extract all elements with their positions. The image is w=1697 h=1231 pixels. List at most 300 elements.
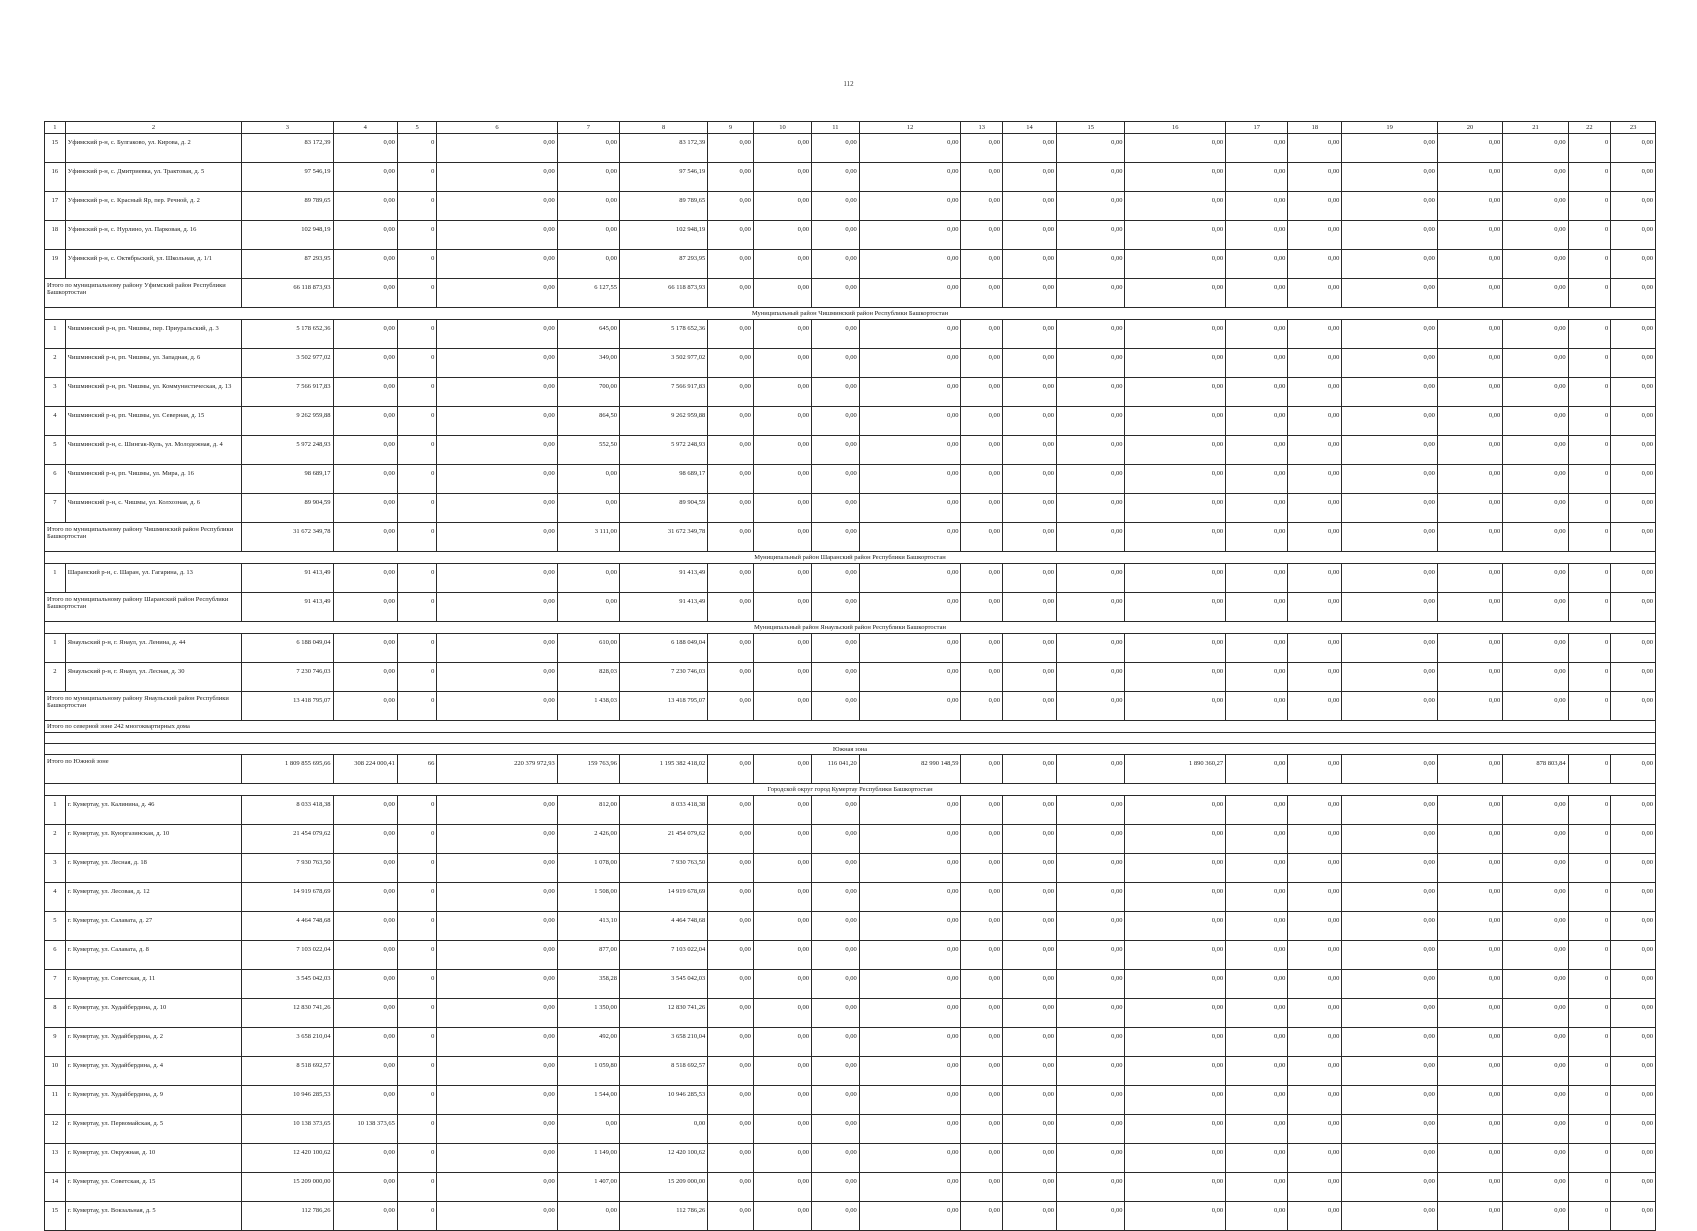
- value-cell: 0,00: [333, 1028, 397, 1057]
- value-cell: 0,00: [1342, 663, 1437, 692]
- value-cell: 0,00: [1002, 634, 1056, 663]
- total-value-cell: 0,00: [437, 593, 557, 622]
- table-row: [45, 192, 1656, 221]
- value-cell: 0,00: [1288, 192, 1342, 221]
- value-cell: 0,00: [1002, 436, 1056, 465]
- total-value-cell: 0,00: [1125, 593, 1226, 622]
- value-cell: 0,00: [859, 912, 961, 941]
- value-cell: 0: [397, 825, 436, 854]
- value-cell: 0,00: [1002, 912, 1056, 941]
- value-cell: 0,00: [437, 854, 557, 883]
- value-cell: 0,00: [1611, 854, 1656, 883]
- value-cell: 0,00: [1611, 912, 1656, 941]
- value-cell: 0,00: [333, 134, 397, 163]
- row-number: 4: [45, 883, 66, 912]
- value-cell: 0,00: [708, 192, 754, 221]
- value-cell: 0,00: [1002, 465, 1056, 494]
- value-cell: 5 178 652,36: [620, 320, 708, 349]
- value-cell: 0,00: [753, 320, 811, 349]
- value-cell: 0,00: [1125, 1115, 1226, 1144]
- value-cell: 0,00: [859, 465, 961, 494]
- value-cell: 0,00: [1125, 854, 1226, 883]
- value-cell: 7 566 917,83: [242, 378, 333, 407]
- value-cell: 0,00: [1342, 1086, 1437, 1115]
- row-number: 6: [45, 941, 66, 970]
- value-cell: 0,00: [1288, 941, 1342, 970]
- value-cell: 3 545 042,03: [620, 970, 708, 999]
- value-cell: 0,00: [1288, 564, 1342, 593]
- value-cell: 0,00: [333, 221, 397, 250]
- row-number: 1: [45, 564, 66, 593]
- value-cell: 0,00: [1288, 796, 1342, 825]
- value-cell: 0,00: [708, 494, 754, 523]
- value-cell: 0,00: [961, 1086, 1003, 1115]
- value-cell: 0: [397, 1202, 436, 1231]
- value-cell: 0,00: [1611, 1115, 1656, 1144]
- value-cell: 0,00: [333, 912, 397, 941]
- value-cell: 0,00: [333, 1086, 397, 1115]
- column-header: 16: [1125, 122, 1226, 134]
- value-cell: 0,00: [1226, 663, 1288, 692]
- value-cell: 0,00: [1437, 912, 1502, 941]
- value-cell: 0,00: [961, 378, 1003, 407]
- value-cell: 0,00: [1611, 1057, 1656, 1086]
- value-cell: 0,00: [708, 1115, 754, 1144]
- value-cell: 0,00: [1611, 1086, 1656, 1115]
- value-cell: 0,00: [859, 1115, 961, 1144]
- total-value-cell: 13 418 795,07: [242, 692, 333, 721]
- total-value-cell: 0,00: [1503, 593, 1568, 622]
- value-cell: 98 689,17: [242, 465, 333, 494]
- value-cell: 0,00: [1342, 320, 1437, 349]
- value-cell: 0,00: [753, 796, 811, 825]
- value-cell: 0,00: [333, 250, 397, 279]
- table-row: [45, 912, 1656, 941]
- value-cell: 0,00: [1002, 854, 1056, 883]
- total-value-cell: 0,00: [961, 755, 1003, 784]
- value-cell: 8 033 418,38: [620, 796, 708, 825]
- value-cell: 0,00: [1611, 494, 1656, 523]
- value-cell: 0,00: [1226, 1115, 1288, 1144]
- total-value-cell: 0,00: [1002, 279, 1056, 308]
- value-cell: 0,00: [1056, 854, 1125, 883]
- value-cell: 0,00: [1226, 134, 1288, 163]
- value-cell: 0,00: [437, 407, 557, 436]
- value-cell: 0,00: [1437, 320, 1502, 349]
- value-cell: 0,00: [1226, 494, 1288, 523]
- value-cell: 610,00: [557, 634, 619, 663]
- value-cell: 0: [1568, 796, 1611, 825]
- row-number: 10: [45, 1057, 66, 1086]
- value-cell: 0,00: [1226, 1028, 1288, 1057]
- value-cell: 7 230 746,03: [620, 663, 708, 692]
- value-cell: 0,00: [437, 883, 557, 912]
- value-cell: 0,00: [1342, 1144, 1437, 1173]
- value-cell: 0,00: [1503, 320, 1568, 349]
- value-cell: 0,00: [1288, 1028, 1342, 1057]
- value-cell: 0: [1568, 349, 1611, 378]
- total-value-cell: 66 118 873,93: [620, 279, 708, 308]
- value-cell: 0,00: [708, 970, 754, 999]
- value-cell: 1 508,00: [557, 883, 619, 912]
- value-cell: 0,00: [1611, 134, 1656, 163]
- value-cell: 0,00: [1226, 250, 1288, 279]
- total-row: [45, 279, 1656, 308]
- value-cell: 8 518 692,57: [242, 1057, 333, 1086]
- total-value-cell: 1 195 382 418,02: [620, 755, 708, 784]
- value-cell: 0,00: [961, 564, 1003, 593]
- value-cell: 0,00: [437, 1115, 557, 1144]
- value-cell: 0,00: [1056, 564, 1125, 593]
- value-cell: 0,00: [1002, 970, 1056, 999]
- address-cell: г. Кумертау, ул. Советская, д. 11: [65, 970, 241, 999]
- value-cell: 0: [1568, 1144, 1611, 1173]
- total-value-cell: 0,00: [753, 755, 811, 784]
- value-cell: 0,00: [1503, 912, 1568, 941]
- value-cell: 102 948,19: [242, 221, 333, 250]
- total-value-cell: 0,00: [1002, 755, 1056, 784]
- value-cell: 0,00: [1437, 634, 1502, 663]
- total-value-cell: 66 118 873,93: [242, 279, 333, 308]
- value-cell: 0,00: [1503, 163, 1568, 192]
- value-cell: 0,00: [437, 1173, 557, 1202]
- value-cell: 87 293,95: [242, 250, 333, 279]
- value-cell: 0: [397, 378, 436, 407]
- row-number: 7: [45, 494, 66, 523]
- value-cell: 0,00: [333, 465, 397, 494]
- value-cell: 0,00: [753, 436, 811, 465]
- value-cell: 0,00: [1503, 883, 1568, 912]
- total-value-cell: 0,00: [1056, 279, 1125, 308]
- value-cell: 0,00: [961, 999, 1003, 1028]
- address-cell: Уфимский р-н, с. Нурлино, ул. Парковая, д. 16: [65, 221, 241, 250]
- value-cell: 0,00: [812, 970, 860, 999]
- value-cell: 0,00: [1002, 1173, 1056, 1202]
- total-value-cell: 1 809 855 695,66: [242, 755, 333, 784]
- total-value-cell: 0,00: [333, 692, 397, 721]
- value-cell: 0,00: [437, 1202, 557, 1231]
- value-cell: 0,00: [333, 1057, 397, 1086]
- value-cell: 0,00: [557, 1202, 619, 1231]
- value-cell: 0,00: [859, 941, 961, 970]
- row-number: 1: [45, 796, 66, 825]
- value-cell: 0,00: [1226, 825, 1288, 854]
- total-value-cell: 0,00: [1342, 523, 1437, 552]
- zone-header-row: [45, 744, 1656, 755]
- value-cell: 0,00: [708, 1057, 754, 1086]
- value-cell: 6 188 049,04: [242, 634, 333, 663]
- total-value-cell: 66: [397, 755, 436, 784]
- value-cell: 0,00: [437, 999, 557, 1028]
- table-row: [45, 883, 1656, 912]
- column-header: 5: [397, 122, 436, 134]
- total-value-cell: 0,00: [812, 593, 860, 622]
- address-cell: г. Кумертау, ул. Лесная, д. 18: [65, 854, 241, 883]
- column-header: 6: [437, 122, 557, 134]
- value-cell: 0,00: [961, 163, 1003, 192]
- value-cell: 0,00: [437, 564, 557, 593]
- value-cell: 0,00: [1288, 134, 1342, 163]
- value-cell: 0,00: [753, 349, 811, 378]
- value-cell: 0,00: [961, 1144, 1003, 1173]
- value-cell: 0,00: [708, 1173, 754, 1202]
- total-value-cell: 0,00: [437, 692, 557, 721]
- value-cell: 0,00: [859, 407, 961, 436]
- value-cell: 12 420 100,62: [242, 1144, 333, 1173]
- value-cell: 0,00: [1002, 407, 1056, 436]
- value-cell: 0,00: [437, 163, 557, 192]
- value-cell: 0: [397, 1057, 436, 1086]
- address-cell: Чишминский р-н, рп. Чишмы, ул. Коммунистическая, д. 13: [65, 378, 241, 407]
- value-cell: 0,00: [753, 1144, 811, 1173]
- value-cell: 0,00: [333, 1144, 397, 1173]
- total-value-cell: 31 672 349,78: [242, 523, 333, 552]
- value-cell: 10 946 285,53: [242, 1086, 333, 1115]
- total-value-cell: 6 127,55: [557, 279, 619, 308]
- row-number: 5: [45, 912, 66, 941]
- value-cell: 0,00: [1288, 163, 1342, 192]
- value-cell: 0,00: [961, 250, 1003, 279]
- address-cell: Уфимский р-н, с. Красный Яр, пер. Речной, д. 2: [65, 192, 241, 221]
- address-cell: г. Кумертау, ул. Калинина, д. 46: [65, 796, 241, 825]
- value-cell: 0,00: [1226, 1202, 1288, 1231]
- value-cell: 0,00: [812, 320, 860, 349]
- value-cell: 0,00: [1125, 564, 1226, 593]
- column-header: 9: [708, 122, 754, 134]
- value-cell: 0,00: [961, 465, 1003, 494]
- value-cell: 0,00: [1226, 854, 1288, 883]
- row-number: 5: [45, 436, 66, 465]
- value-cell: 7 930 763,50: [242, 854, 333, 883]
- value-cell: 0,00: [1056, 320, 1125, 349]
- value-cell: 6 188 049,04: [620, 634, 708, 663]
- value-cell: 0: [397, 320, 436, 349]
- total-value-cell: 0,00: [1125, 523, 1226, 552]
- value-cell: 0: [1568, 163, 1611, 192]
- value-cell: 0,00: [753, 494, 811, 523]
- value-cell: 0,00: [333, 663, 397, 692]
- total-value-cell: 0,00: [1611, 692, 1656, 721]
- value-cell: 0,00: [1611, 349, 1656, 378]
- value-cell: 0,00: [859, 134, 961, 163]
- value-cell: 3 545 042,03: [242, 970, 333, 999]
- value-cell: 0,00: [1611, 1144, 1656, 1173]
- value-cell: 0,00: [961, 912, 1003, 941]
- value-cell: 0: [1568, 1086, 1611, 1115]
- value-cell: 0,00: [1611, 825, 1656, 854]
- value-cell: 8 518 692,57: [620, 1057, 708, 1086]
- value-cell: 0,00: [1226, 221, 1288, 250]
- column-header: 21: [1503, 122, 1568, 134]
- value-cell: 0,00: [859, 192, 961, 221]
- value-cell: 0,00: [557, 1115, 619, 1144]
- value-cell: 0,00: [437, 1028, 557, 1057]
- value-cell: 0,00: [1125, 192, 1226, 221]
- value-cell: 0,00: [961, 1173, 1003, 1202]
- value-cell: 8 033 418,38: [242, 796, 333, 825]
- total-value-cell: 13 418 795,07: [620, 692, 708, 721]
- value-cell: 0,00: [1437, 970, 1502, 999]
- value-cell: 0,00: [1437, 163, 1502, 192]
- value-cell: 0,00: [708, 221, 754, 250]
- value-cell: 0,00: [1437, 825, 1502, 854]
- total-value-cell: 220 379 972,93: [437, 755, 557, 784]
- value-cell: 0: [397, 349, 436, 378]
- value-cell: 0,00: [1437, 349, 1502, 378]
- total-value-cell: 0: [397, 279, 436, 308]
- value-cell: 0,00: [1002, 883, 1056, 912]
- value-cell: 0,00: [1226, 1086, 1288, 1115]
- value-cell: 0,00: [708, 825, 754, 854]
- column-header: 23: [1611, 122, 1656, 134]
- value-cell: 0,00: [859, 1057, 961, 1086]
- value-cell: 0,00: [859, 970, 961, 999]
- value-cell: 3 502 977,02: [620, 349, 708, 378]
- value-cell: 0,00: [1056, 192, 1125, 221]
- value-cell: 0,00: [1226, 1144, 1288, 1173]
- value-cell: 89 789,65: [620, 192, 708, 221]
- value-cell: 0,00: [753, 134, 811, 163]
- value-cell: 0: [397, 999, 436, 1028]
- value-cell: 0,00: [812, 1144, 860, 1173]
- value-cell: 0,00: [859, 378, 961, 407]
- value-cell: 0,00: [753, 564, 811, 593]
- value-cell: 0,00: [1125, 1202, 1226, 1231]
- value-cell: 0,00: [1503, 1028, 1568, 1057]
- value-cell: 0: [397, 663, 436, 692]
- value-cell: 0,00: [557, 250, 619, 279]
- value-cell: 0,00: [961, 663, 1003, 692]
- value-cell: 0,00: [1288, 349, 1342, 378]
- address-cell: Чишминский р-н, с. Шингак-Куль, ул. Молодежная, д. 4: [65, 436, 241, 465]
- value-cell: 15 209 000,00: [242, 1173, 333, 1202]
- value-cell: 0: [397, 134, 436, 163]
- value-cell: 0,00: [1437, 192, 1502, 221]
- address-cell: Янаульский р-н, г. Янаул, ул. Ленина, д. 44: [65, 634, 241, 663]
- value-cell: 0,00: [1503, 494, 1568, 523]
- value-cell: 0,00: [753, 163, 811, 192]
- value-cell: 0,00: [961, 854, 1003, 883]
- blank-cell: [45, 733, 1656, 744]
- value-cell: 0,00: [812, 192, 860, 221]
- value-cell: 0,00: [812, 494, 860, 523]
- value-cell: 0,00: [437, 320, 557, 349]
- value-cell: 0,00: [1288, 912, 1342, 941]
- value-cell: 0,00: [1288, 494, 1342, 523]
- address-cell: г. Кумертау, ул. Куюргазинская, д. 10: [65, 825, 241, 854]
- value-cell: 12 830 741,26: [242, 999, 333, 1028]
- value-cell: 864,50: [557, 407, 619, 436]
- address-cell: г. Кумертау, ул. Салавата, д. 27: [65, 912, 241, 941]
- value-cell: 0,00: [1056, 1028, 1125, 1057]
- total-value-cell: 0,00: [1611, 523, 1656, 552]
- value-cell: 0,00: [753, 221, 811, 250]
- value-cell: 0,00: [1437, 1028, 1502, 1057]
- value-cell: 0,00: [1437, 1144, 1502, 1173]
- total-value-cell: 0,00: [333, 523, 397, 552]
- zone-summary-label: Итого по северной зоне 242 многоквартирных дома: [45, 721, 1656, 733]
- value-cell: 0,00: [1002, 221, 1056, 250]
- section-title: Муниципальный район Чишминский район Республики Башкортостан: [45, 308, 1656, 320]
- value-cell: 0,00: [859, 663, 961, 692]
- value-cell: 645,00: [557, 320, 619, 349]
- value-cell: 0,00: [333, 436, 397, 465]
- value-cell: 0,00: [1002, 941, 1056, 970]
- value-cell: 0,00: [1056, 407, 1125, 436]
- value-cell: 21 454 079,62: [242, 825, 333, 854]
- value-cell: 0,00: [1002, 564, 1056, 593]
- value-cell: 0,00: [1288, 378, 1342, 407]
- value-cell: 0,00: [753, 999, 811, 1028]
- value-cell: 0,00: [1503, 941, 1568, 970]
- value-cell: 1 544,00: [557, 1086, 619, 1115]
- row-number: 19: [45, 250, 66, 279]
- value-cell: 0,00: [812, 378, 860, 407]
- value-cell: 0,00: [1342, 163, 1437, 192]
- total-value-cell: 0,00: [1611, 755, 1656, 784]
- value-cell: 0,00: [1342, 796, 1437, 825]
- value-cell: 0,00: [961, 349, 1003, 378]
- value-cell: 0,00: [1611, 1202, 1656, 1231]
- value-cell: 0,00: [1226, 378, 1288, 407]
- total-value-cell: 0,00: [557, 593, 619, 622]
- value-cell: 0,00: [1342, 221, 1437, 250]
- total-row: [45, 755, 1656, 784]
- value-cell: 0,00: [1226, 564, 1288, 593]
- value-cell: 0,00: [1125, 436, 1226, 465]
- address-cell: г. Кумертау, ул. Вокзальная, д. 5: [65, 1202, 241, 1231]
- value-cell: 0: [1568, 970, 1611, 999]
- value-cell: 0,00: [859, 825, 961, 854]
- value-cell: 0,00: [1226, 436, 1288, 465]
- value-cell: 0,00: [753, 634, 811, 663]
- row-number: 16: [45, 163, 66, 192]
- column-header: 3: [242, 122, 333, 134]
- total-value-cell: 0,00: [1125, 692, 1226, 721]
- value-cell: 0,00: [1002, 1028, 1056, 1057]
- total-value-cell: 0: [1568, 692, 1611, 721]
- total-value-cell: 0,00: [333, 593, 397, 622]
- value-cell: 0,00: [1002, 250, 1056, 279]
- value-cell: 0,00: [1288, 970, 1342, 999]
- value-cell: 0,00: [1226, 320, 1288, 349]
- value-cell: 0,00: [812, 825, 860, 854]
- row-number: 17: [45, 192, 66, 221]
- zone-title: Южная зона: [45, 744, 1656, 755]
- value-cell: 0,00: [708, 999, 754, 1028]
- value-cell: 0,00: [753, 1173, 811, 1202]
- value-cell: 0,00: [753, 1057, 811, 1086]
- value-cell: 0,00: [1056, 1057, 1125, 1086]
- value-cell: 0,00: [1503, 250, 1568, 279]
- value-cell: 0,00: [1002, 134, 1056, 163]
- value-cell: 0,00: [812, 634, 860, 663]
- value-cell: 0,00: [1056, 941, 1125, 970]
- value-cell: 0,00: [1342, 634, 1437, 663]
- total-value-cell: 0,00: [1288, 692, 1342, 721]
- value-cell: 0,00: [1611, 1028, 1656, 1057]
- value-cell: 0: [397, 564, 436, 593]
- capital-repair-register-table: [44, 121, 1656, 1231]
- value-cell: 0,00: [1611, 465, 1656, 494]
- value-cell: 7 103 022,04: [620, 941, 708, 970]
- value-cell: 3 658 210,04: [242, 1028, 333, 1057]
- value-cell: 0,00: [961, 134, 1003, 163]
- value-cell: 0,00: [1226, 192, 1288, 221]
- value-cell: 0,00: [1437, 854, 1502, 883]
- section-title: Муниципальный район Янаульский район Республики Башкортостан: [45, 622, 1656, 634]
- value-cell: 0,00: [1002, 663, 1056, 692]
